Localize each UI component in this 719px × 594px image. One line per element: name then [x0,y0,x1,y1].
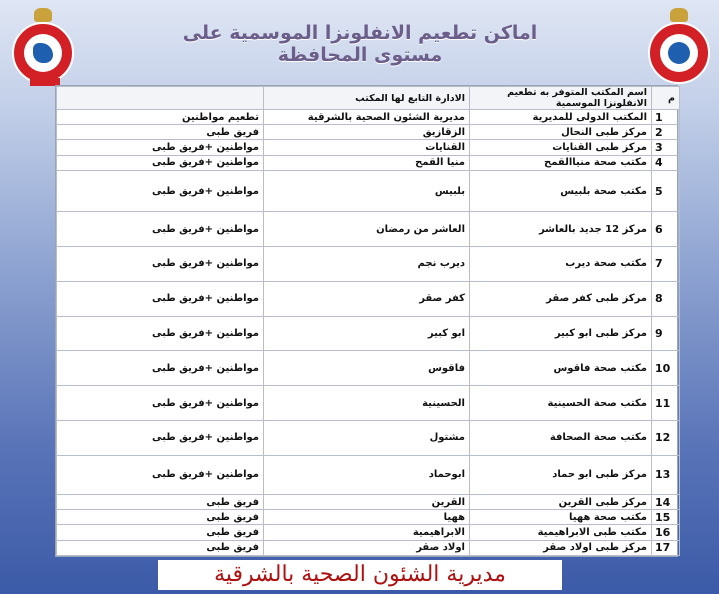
target-group: فريق طبى [57,525,264,540]
table-row [57,494,680,509]
horse-emblem-icon [24,34,62,72]
row-number: 1 [652,110,680,125]
table-row [57,140,680,155]
row-number: 5 [652,170,680,211]
admin-name: القنايات [264,140,470,155]
office-name: مكتب طبى الابراهيمية [470,525,652,540]
target-group: مواطنين +فريق طبى [57,455,264,494]
office-name: مركز 12 جديد بالعاشر [470,212,652,247]
row-number: 17 [652,540,680,555]
admin-name: القرين [264,494,470,509]
office-name: مركز طبى القنايات [470,140,652,155]
row-number: 9 [652,316,680,351]
column-header-office: اسم المكتب المتوفر به تطعيم الانفلونزا الموسمية [470,87,652,110]
office-name: مكتب صحة منياالقمح [470,155,652,170]
target-group: مواطنين +فريق طبى [57,351,264,386]
table-row [57,455,680,494]
admin-name: الزقازيق [264,125,470,140]
column-header-number: م [652,87,680,110]
table-header-row [57,87,680,110]
office-name: مكتب صحة الحسينية [470,386,652,421]
target-group: مواطنين +فريق طبى [57,140,264,155]
target-group: تطعيم مواطنين [57,110,264,125]
row-number: 13 [652,455,680,494]
row-number: 14 [652,494,680,509]
row-number: 3 [652,140,680,155]
eagle-emblem-icon [670,8,688,22]
admin-name: كفر صقر [264,281,470,316]
office-name: مركز طبى اولاد صقر [470,540,652,555]
office-name: مكتب صحة الصحافة [470,420,652,455]
eagle-emblem-icon [34,8,52,22]
row-number: 6 [652,212,680,247]
target-group: مواطنين +فريق طبى [57,155,264,170]
admin-name: اولاد صقر [264,540,470,555]
office-name: مركز طبى كفر صقر [470,281,652,316]
admin-name: الابراهيمية [264,525,470,540]
table-row [57,510,680,525]
admin-name: فاقوس [264,351,470,386]
health-directorate-logo-icon [8,8,78,88]
admin-name: مشتول [264,420,470,455]
office-name: مكتب صحة بلبيس [470,170,652,211]
admin-name: مديرية الشئون الصحية بالشرقية [264,110,470,125]
admin-name: العاشر من رمضان [264,212,470,247]
admin-name: الحسينية [264,386,470,421]
row-number: 15 [652,510,680,525]
table-row [57,525,680,540]
target-group: فريق طبى [57,510,264,525]
office-name: مكتب صحة فاقوس [470,351,652,386]
office-name: مكتب صحة ههيا [470,510,652,525]
target-group: مواطنين +فريق طبى [57,316,264,351]
row-number: 7 [652,247,680,282]
table-row [57,281,680,316]
column-header-group [57,87,264,110]
table-row [57,386,680,421]
admin-name: ابو كبير [264,316,470,351]
row-number: 10 [652,351,680,386]
target-group: مواطنين +فريق طبى [57,170,264,211]
vaccination-locations-table [55,85,678,557]
office-name: مركز طبى النحال [470,125,652,140]
row-number: 4 [652,155,680,170]
row-number: 12 [652,420,680,455]
footer-caption: مديرية الشئون الصحية بالشرقية [158,560,562,590]
row-number: 11 [652,386,680,421]
admin-name: منيا القمح [264,155,470,170]
admin-name: ههيا [264,510,470,525]
target-group: مواطنين +فريق طبى [57,212,264,247]
target-group: فريق طبى [57,494,264,509]
office-name: مكتب صحة ديرب [470,247,652,282]
office-name: مركز طبى ابو حماد [470,455,652,494]
table-row [57,351,680,386]
table-row [57,110,680,125]
table-row [57,170,680,211]
target-group: فريق طبى [57,540,264,555]
target-group: مواطنين +فريق طبى [57,247,264,282]
table-row [57,247,680,282]
office-name: مركز طبى ابو كبير [470,316,652,351]
row-number: 2 [652,125,680,140]
target-group: فريق طبى [57,125,264,140]
office-name: مركز طبى القرين [470,494,652,509]
table-row [57,125,680,140]
table-row [57,316,680,351]
row-number: 16 [652,525,680,540]
admin-name: بلبيس [264,170,470,211]
admin-name: ابوحماد [264,455,470,494]
admin-name: ديرب نجم [264,247,470,282]
table-row [57,540,680,555]
column-header-admin: الادارة التابع لها المكتب [264,87,470,110]
target-group: مواطنين +فريق طبى [57,386,264,421]
page-title: اماكن تطعيم الانفلونزا الموسمية على مستوى المحافظة [182,22,538,66]
logo-circle [12,22,74,84]
table-row [57,420,680,455]
row-number: 8 [652,281,680,316]
target-group: مواطنين +فريق طبى [57,281,264,316]
ministry-of-health-logo-icon [644,8,714,88]
target-group: مواطنين +فريق طبى [57,420,264,455]
logo-circle [648,22,710,84]
table-row [57,155,680,170]
office-name: المكتب الدولى للمديرية [470,110,652,125]
family-emblem-icon [660,34,698,72]
table-row [57,212,680,247]
